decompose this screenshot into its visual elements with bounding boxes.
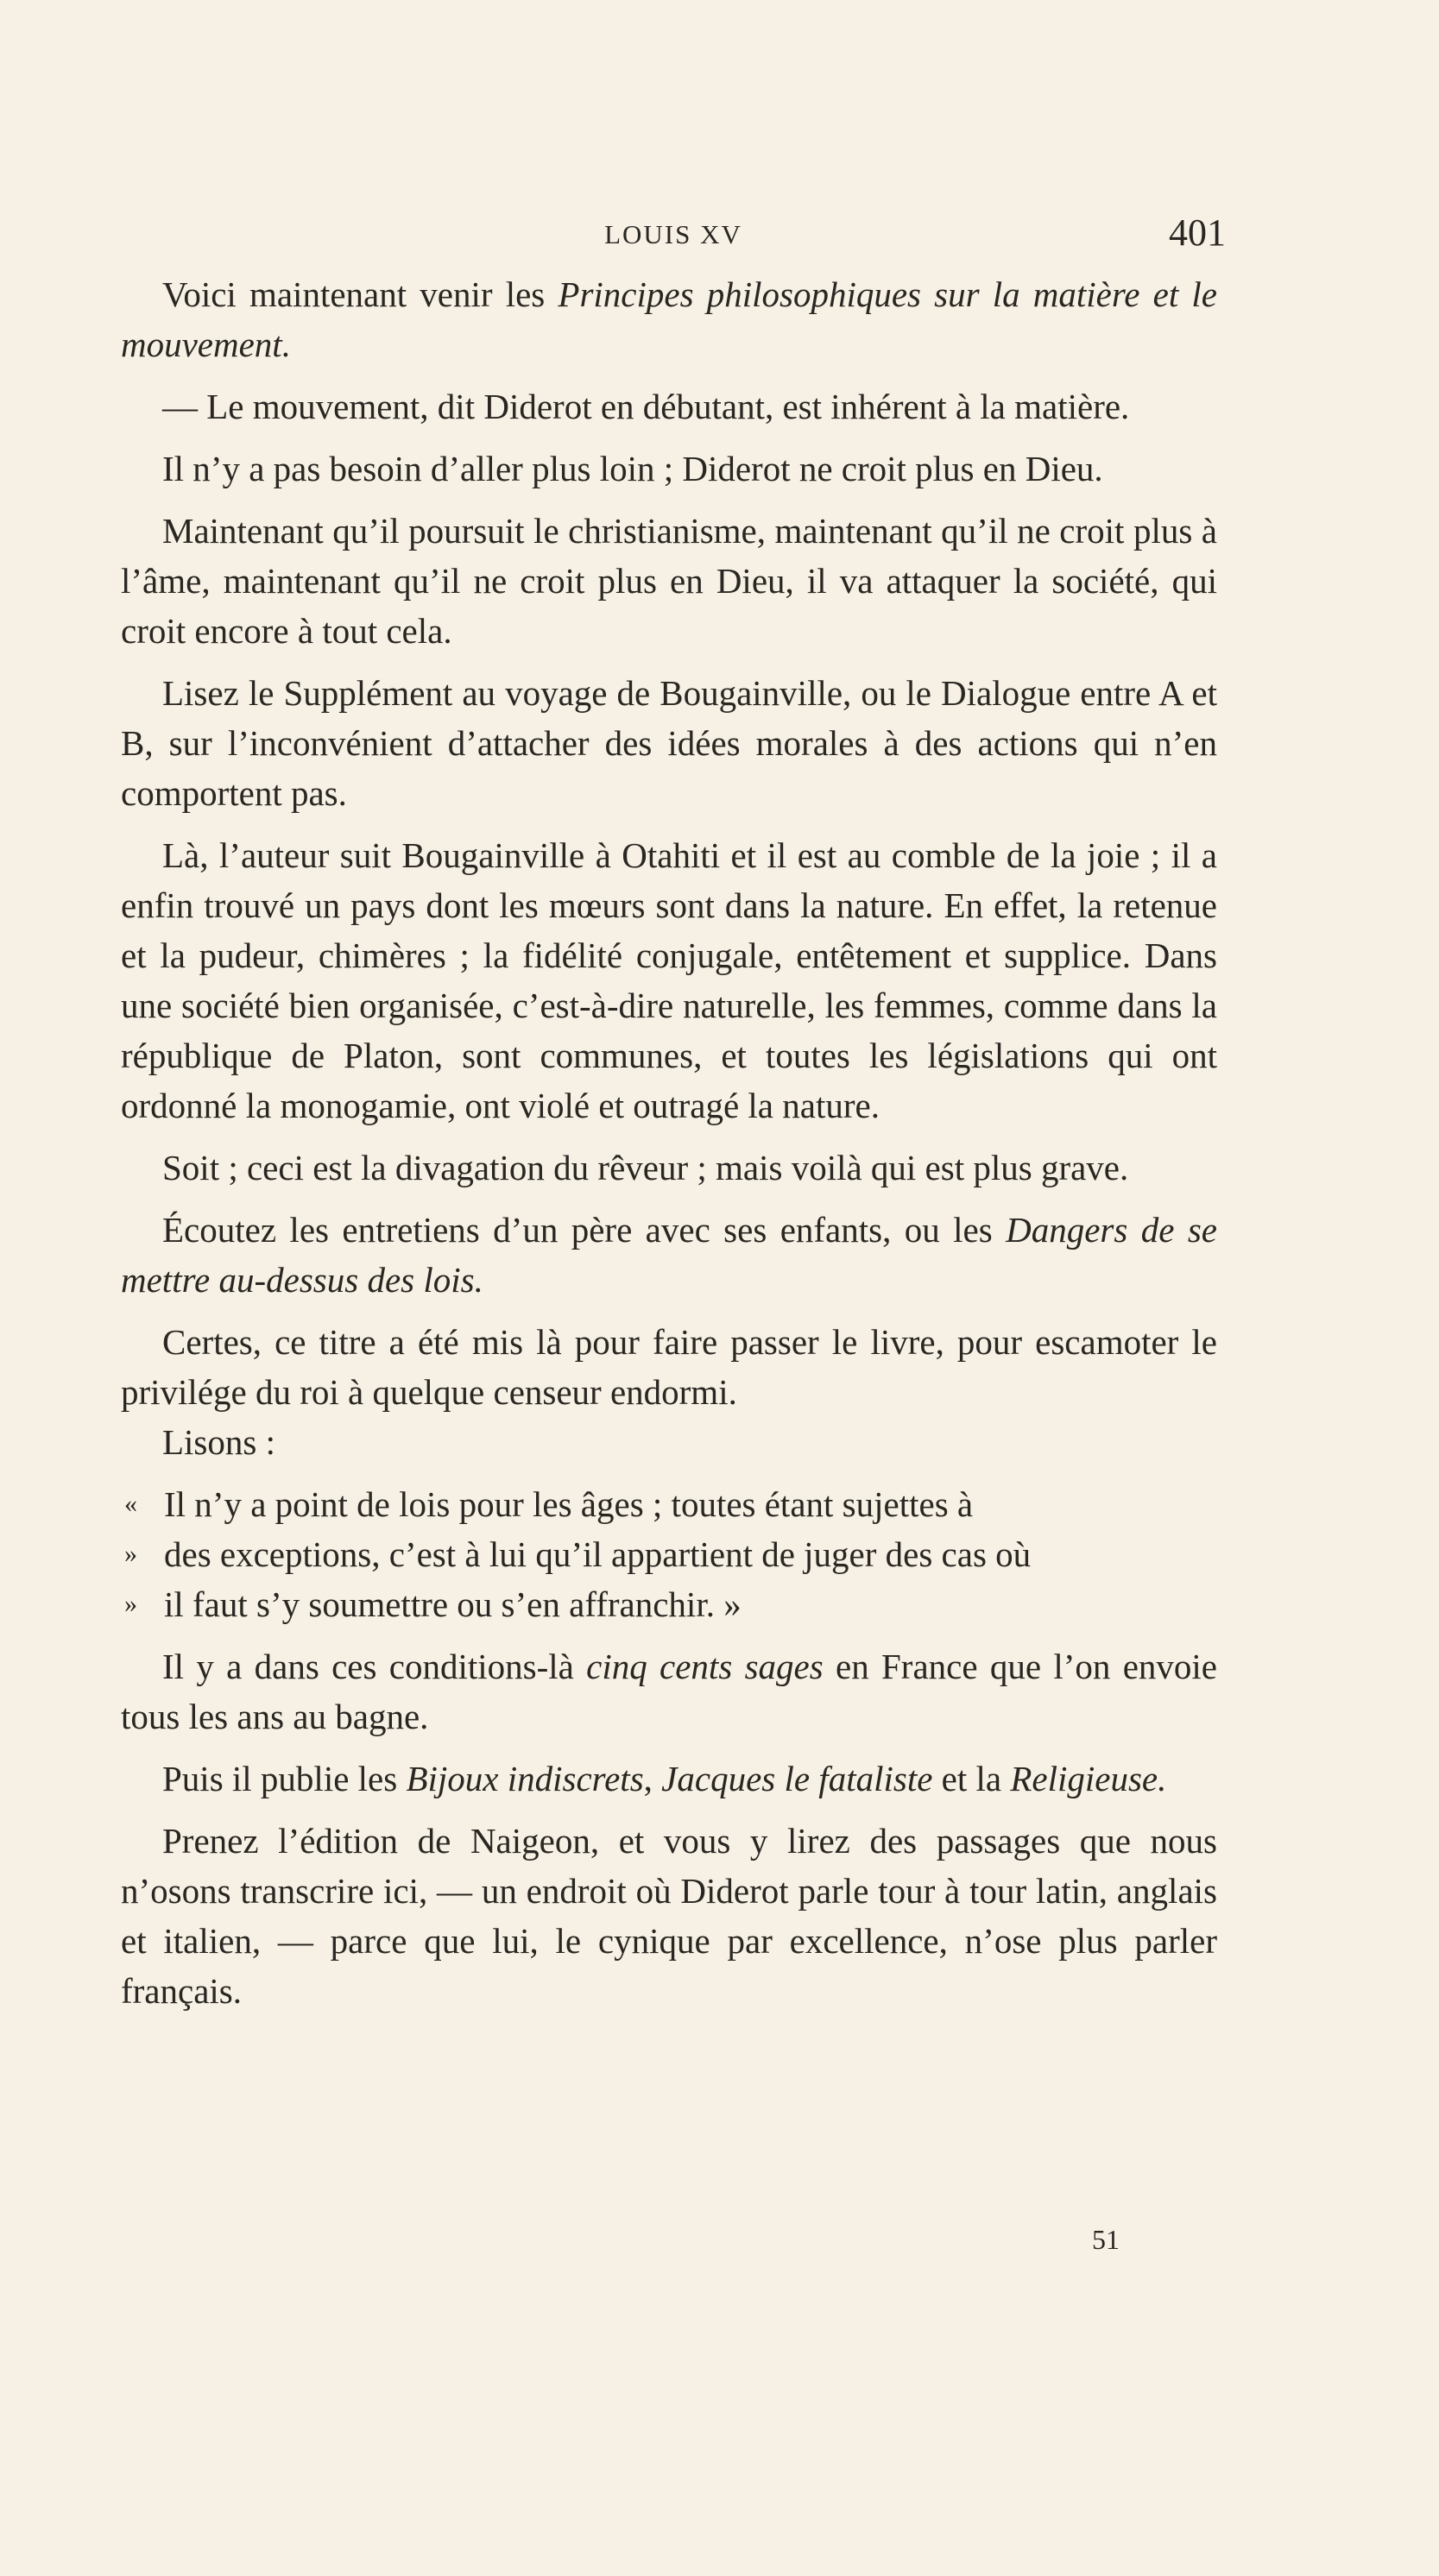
book-title: Religieuse. (1010, 1759, 1167, 1798)
quote-line (124, 1479, 1217, 1529)
text-span: et la (932, 1759, 1011, 1798)
quote-line (124, 1579, 1217, 1629)
running-head: LOUIS XV (604, 219, 742, 249)
signature-mark: 51 (1092, 2224, 1120, 2255)
emphasis: cinq cents sages (586, 1647, 824, 1686)
body-text (121, 269, 1217, 2028)
block-quote (121, 1479, 1217, 1629)
quote-line (124, 1529, 1217, 1579)
book-title: Bijoux indiscrets (406, 1759, 644, 1798)
text-span: Écoutez les entretiens d’un père avec ses enfants, ou les (162, 1210, 1007, 1250)
quote-mark: » (124, 1540, 137, 1568)
paragraph: Certes, ce titre a été mis là pour faire passer le livre, pour escamoter le privilége du roi à quelque censeur endormi. (121, 1322, 1217, 1412)
paragraph (121, 1641, 1217, 1741)
text-span: , (643, 1759, 662, 1798)
paragraph: Lisons : (162, 1422, 275, 1462)
book-title: Principes philosophiques sur la matière et le mouvement. (121, 274, 1217, 364)
paragraph (121, 1205, 1217, 1305)
quote-mark: « (124, 1490, 137, 1518)
paragraph: Prenez l’édition de Naigeon, et vous y lirez des passages que nous n’osons transcrire ici, — un endroit où Diderot parle tour à tour latin, anglais et italien, — parce que lui, le cynique par excellence, n’ose plus parler français. (121, 1821, 1217, 2011)
paragraph (121, 269, 1217, 369)
paragraph: Lisez le Supplément au voyage de Bougainville, ou le Dialogue entre A et B, sur l’inconvénient d’attacher des idées morales à des actions qui n’en comportent pas. (121, 673, 1217, 813)
book-title: Jacques le fataliste (661, 1759, 933, 1798)
paragraph: Maintenant qu’il poursuit le christianisme, maintenant qu’il ne croit plus à l’âme, maintenant qu’il ne croit plus en Dieu, il va attaquer la société, qui croit encore à tout cela. (121, 511, 1217, 651)
text-span: Puis il publie les (162, 1759, 407, 1798)
text-span: Il y a dans ces conditions-là (162, 1647, 587, 1686)
paragraph (121, 1754, 1217, 1804)
paragraph: Soit ; ceci est la divagation du rêveur ; mais voilà qui est plus grave. (162, 1148, 1129, 1187)
paragraph: Là, l’auteur suit Bougainville à Otahiti et il est au comble de la joie ; il a enfin trouvé un pays dont les mœurs sont dans la nature. En effet, la retenue et la pudeur, chimères ; la fidélité conjugale, entêtement et supplice. Dans une société bien organisée, c’est-à-dire naturelle, les femmes, comme dans la république de Platon, sont communes, et toutes les législations qui ont ordonné la monogamie, ont violé et outragé la nature. (121, 835, 1217, 1125)
quote-text: Il n’y a point de lois pour les âges ; toutes étant sujettes à (164, 1484, 974, 1524)
quote-mark: » (124, 1590, 137, 1618)
quote-text: il faut s’y soumettre ou s’en affranchir. » (164, 1584, 742, 1624)
book-title: Dangers de se mettre au-dessus des lois. (121, 1210, 1217, 1300)
quote-text: des exceptions, c’est à lui qu’il appartient de juger des cas où (164, 1534, 1032, 1574)
page-number: 401 (1169, 211, 1226, 254)
text-span: Voici maintenant venir les (162, 274, 559, 314)
text-span: en France que l’on envoie tous les ans au bagne. (121, 1647, 1217, 1736)
page-header (121, 205, 1226, 266)
paragraph: — Le mouvement, dit Diderot en débutant, est inhérent à la matière. (162, 387, 1130, 426)
paragraph: Il n’y a pas besoin d’aller plus loin ; Diderot ne croit plus en Dieu. (162, 449, 1103, 488)
